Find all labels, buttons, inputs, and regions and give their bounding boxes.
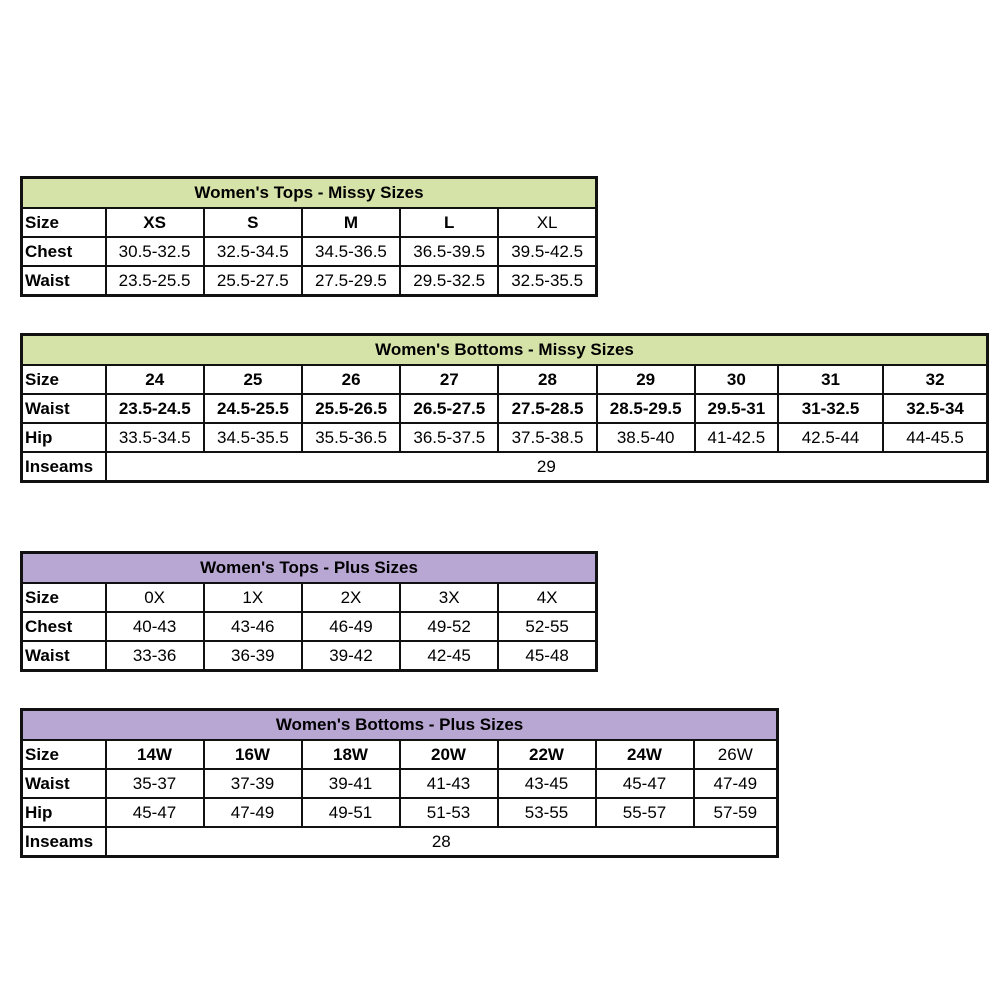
hip-cell: 45-47	[106, 798, 204, 827]
row-label-waist: Waist	[22, 266, 106, 296]
size-cell: 26	[302, 365, 400, 394]
waist-row	[22, 394, 988, 423]
size-cell: 30	[695, 365, 778, 394]
chest-cell: 46-49	[302, 612, 400, 641]
size-cell: 2X	[302, 583, 400, 612]
size-row	[22, 365, 988, 394]
waist-cell: 28.5-29.5	[597, 394, 695, 423]
table-title-row	[22, 553, 597, 584]
size-cell: 14W	[106, 740, 204, 769]
row-label-waist: Waist	[22, 394, 106, 423]
inseams-cell: 29	[106, 452, 988, 482]
size-cell: XL	[498, 208, 596, 237]
size-cell: 27	[400, 365, 498, 394]
chest-row	[22, 237, 597, 266]
waist-cell: 47-49	[694, 769, 778, 798]
size-cell: 32	[883, 365, 987, 394]
chest-cell: 39.5-42.5	[498, 237, 596, 266]
waist-cell: 23.5-25.5	[106, 266, 204, 296]
size-cell: 25	[204, 365, 302, 394]
waist-cell: 27.5-29.5	[302, 266, 400, 296]
hip-cell: 41-42.5	[695, 423, 778, 452]
waist-cell: 42-45	[400, 641, 498, 671]
size-row	[22, 583, 597, 612]
table-title-row	[22, 178, 597, 209]
size-cell: 18W	[302, 740, 400, 769]
waist-cell: 29.5-31	[695, 394, 778, 423]
inseams-row	[22, 452, 988, 482]
table-title-row	[22, 710, 778, 741]
table-title: Women's Tops - Missy Sizes	[22, 178, 597, 209]
bottoms-missy-table	[20, 333, 989, 483]
row-label-size: Size	[22, 583, 106, 612]
size-cell: 24	[106, 365, 204, 394]
hip-cell: 38.5-40	[597, 423, 695, 452]
waist-cell: 27.5-28.5	[498, 394, 596, 423]
size-cell: 20W	[400, 740, 498, 769]
waist-cell: 32.5-35.5	[498, 266, 596, 296]
row-label-inseams: Inseams	[22, 452, 106, 482]
waist-cell: 24.5-25.5	[204, 394, 302, 423]
chest-cell: 52-55	[498, 612, 596, 641]
waist-cell: 31-32.5	[778, 394, 883, 423]
inseams-row	[22, 827, 778, 857]
waist-cell: 23.5-24.5	[106, 394, 204, 423]
waist-cell: 25.5-27.5	[204, 266, 302, 296]
waist-cell: 33-36	[106, 641, 204, 671]
size-cell: XS	[106, 208, 204, 237]
hip-cell: 51-53	[400, 798, 498, 827]
hip-cell: 37.5-38.5	[498, 423, 596, 452]
row-label-hip: Hip	[22, 798, 106, 827]
tops-missy-table	[20, 176, 598, 297]
row-label-waist: Waist	[22, 641, 106, 671]
chest-cell: 32.5-34.5	[204, 237, 302, 266]
chest-cell: 30.5-32.5	[106, 237, 204, 266]
waist-cell: 39-41	[302, 769, 400, 798]
row-label-hip: Hip	[22, 423, 106, 452]
waist-cell: 37-39	[204, 769, 302, 798]
size-cell: 28	[498, 365, 596, 394]
row-label-waist: Waist	[22, 769, 106, 798]
row-label-size: Size	[22, 740, 106, 769]
waist-row	[22, 266, 597, 296]
waist-cell: 35-37	[106, 769, 204, 798]
tops-plus-table	[20, 551, 598, 672]
waist-cell: 25.5-26.5	[302, 394, 400, 423]
hip-cell: 47-49	[204, 798, 302, 827]
chest-cell: 34.5-36.5	[302, 237, 400, 266]
table-title: Women's Bottoms - Missy Sizes	[22, 335, 988, 366]
size-cell: 29	[597, 365, 695, 394]
hip-row	[22, 423, 988, 452]
size-cell: 31	[778, 365, 883, 394]
hip-cell: 36.5-37.5	[400, 423, 498, 452]
size-cell: L	[400, 208, 498, 237]
hip-cell: 55-57	[596, 798, 694, 827]
waist-cell: 45-47	[596, 769, 694, 798]
waist-cell: 41-43	[400, 769, 498, 798]
waist-row	[22, 641, 597, 671]
row-label-chest: Chest	[22, 612, 106, 641]
size-cell: M	[302, 208, 400, 237]
chest-cell: 43-46	[204, 612, 302, 641]
size-cell: 26W	[694, 740, 778, 769]
hip-cell: 53-55	[498, 798, 596, 827]
bottoms-plus-table	[20, 708, 779, 858]
table-title: Women's Bottoms - Plus Sizes	[22, 710, 778, 741]
hip-cell: 44-45.5	[883, 423, 987, 452]
size-cell: 3X	[400, 583, 498, 612]
size-cell: 16W	[204, 740, 302, 769]
table-title: Women's Tops - Plus Sizes	[22, 553, 597, 584]
size-cell: 4X	[498, 583, 596, 612]
row-label-size: Size	[22, 208, 106, 237]
row-label-size: Size	[22, 365, 106, 394]
inseams-cell: 28	[106, 827, 778, 857]
size-cell: S	[204, 208, 302, 237]
size-cell: 24W	[596, 740, 694, 769]
table-title-row	[22, 335, 988, 366]
waist-cell: 26.5-27.5	[400, 394, 498, 423]
hip-cell: 33.5-34.5	[106, 423, 204, 452]
waist-cell: 43-45	[498, 769, 596, 798]
hip-cell: 34.5-35.5	[204, 423, 302, 452]
hip-row	[22, 798, 778, 827]
size-row	[22, 740, 778, 769]
row-label-chest: Chest	[22, 237, 106, 266]
chest-cell: 36.5-39.5	[400, 237, 498, 266]
size-cell: 0X	[106, 583, 204, 612]
chest-cell: 40-43	[106, 612, 204, 641]
hip-cell: 57-59	[694, 798, 778, 827]
size-cell: 1X	[204, 583, 302, 612]
hip-cell: 35.5-36.5	[302, 423, 400, 452]
chest-row	[22, 612, 597, 641]
waist-cell: 36-39	[204, 641, 302, 671]
waist-cell: 29.5-32.5	[400, 266, 498, 296]
chest-cell: 49-52	[400, 612, 498, 641]
size-row	[22, 208, 597, 237]
size-cell: 22W	[498, 740, 596, 769]
waist-cell: 32.5-34	[883, 394, 987, 423]
row-label-inseams: Inseams	[22, 827, 106, 857]
hip-cell: 49-51	[302, 798, 400, 827]
hip-cell: 42.5-44	[778, 423, 883, 452]
waist-cell: 45-48	[498, 641, 596, 671]
waist-row	[22, 769, 778, 798]
waist-cell: 39-42	[302, 641, 400, 671]
